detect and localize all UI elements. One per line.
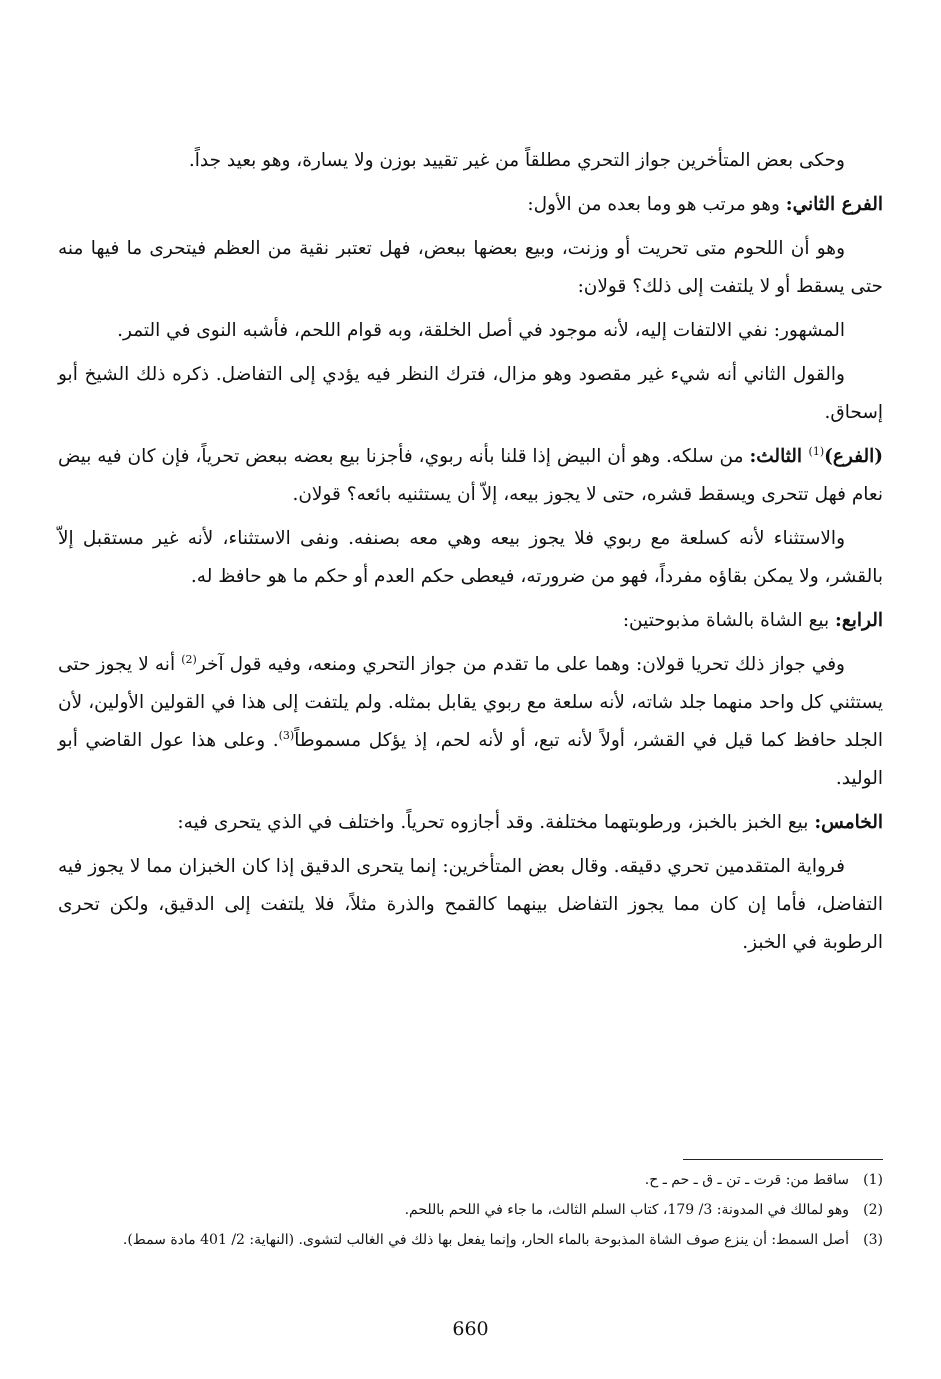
footnote-item xyxy=(58,1198,883,1222)
footnotes xyxy=(58,1168,883,1258)
paragraph-text: بيع الشاة بالشاة مذبوحتين: xyxy=(622,610,836,631)
footnote-number: (3) xyxy=(863,1232,883,1248)
paragraph-text: بيع الخبز بالخبز، ورطوبتهما مختلفة. وقد أجازوه تحرياً. واختلف في الذي يتحرى فيه: xyxy=(177,812,815,833)
paragraph-8 xyxy=(58,602,883,640)
paragraph-2 xyxy=(58,186,883,224)
paragraph-5 xyxy=(58,356,883,432)
footnote-ref[interactable]: (1) xyxy=(808,444,825,458)
section-heading: الفرع الثاني: xyxy=(785,194,883,215)
footnote-divider xyxy=(683,1159,883,1160)
paragraph-11 xyxy=(58,848,883,962)
paragraph-text: من سلكه. وهو أن البيض إذا قلنا بأنه ربوي، فأجزنا بيع بعضه ببعض تحرياً، فإن كان فيه بيض نعام فهل تتحرى ويسقط قشره، حتى لا يجوز بيعه، إلاّ أن يستثنيه بائعه؟ قولان. xyxy=(57,446,883,505)
footnote-text: ساقط من: قرت ـ تن ـ ق ـ حم ـ ح. xyxy=(644,1172,849,1188)
section-heading: (الفرع) xyxy=(824,446,883,467)
paragraph-6 xyxy=(58,438,883,514)
footnote-ref[interactable]: (2) xyxy=(181,652,197,666)
section-heading-continued: الثالث: xyxy=(749,446,809,467)
paragraph-text: وهو أن اللحوم متى تحريت أو وزنت، وبيع بعضها ببعض، فهل تعتبر نقية من العظم فيتحرى ما فيها منه حتى يسقط أو لا يلتفت إلى ذلك؟ قولان: xyxy=(58,238,883,297)
paragraph-text: وحكى بعض المتأخرين جواز التحري مطلقاً من غير تقييد بوزن ولا يسارة، وهو بعيد جداً. xyxy=(188,150,845,171)
paragraph-7 xyxy=(58,520,883,596)
paragraph-text: وفي جواز ذلك تحريا قولان: وهما على ما تقدم من جواز التحري ومنعه، وفيه قول آخر xyxy=(196,654,845,675)
paragraph-text: المشهور: نفي الالتفات إليه، لأنه موجود في أصل الخلقة، وبه قوام اللحم، فأشبه النوى في التمر. xyxy=(117,320,845,341)
footnote-item xyxy=(58,1228,883,1252)
paragraph-10 xyxy=(58,804,883,842)
paragraph-1 xyxy=(58,142,883,180)
paragraph-text: وهو مرتب هو وما بعده من الأول: xyxy=(527,194,786,215)
paragraph-9 xyxy=(58,646,883,798)
paragraph-text: أنه لا يجوز حتى يستثني كل واحد منهما جلد شاته، لأنه سلعة مع ربوي يقابل بمثله. ولم يلتفت إلى هذا في القولين الأولين، لأن الجلد حافظ كما قيل في القشر، أولاً لأنه تبع، أو لأنه لحم، إذ يؤكل مسموطاً xyxy=(58,654,883,751)
footnote-number: (1) xyxy=(863,1172,883,1188)
section-heading: الخامس: xyxy=(814,812,883,833)
paragraph-4 xyxy=(58,312,883,350)
paragraph-text: والقول الثاني أنه شيء غير مقصود وهو مزال، فترك النظر فيه يؤدي إلى التفاضل. ذكره ذلك الشيخ أبو إسحاق. xyxy=(58,364,883,423)
page-number: 660 xyxy=(452,1318,489,1340)
footnote-text: أصل السمط: أن ينزع صوف الشاة المذبوحة بالماء الحار، وإنما يفعل بها ذلك في الغالب لتشوى. (النهاية: 2/ 401 مادة سمط). xyxy=(122,1232,849,1248)
footnote-ref[interactable]: (3) xyxy=(278,728,295,742)
footnote-text: وهو لمالك في المدونة: 3/ 179، كتاب السلم الثالث، ما جاء في اللحم باللحم. xyxy=(404,1202,849,1218)
paragraph-text: فرواية المتقدمين تحري دقيقه. وقال بعض المتأخرين: إنما يتحرى الدقيق إذا كان الخبزان مما لا يجوز فيه التفاضل، فأما إن كان مما يجوز التفاضل بينهما كالقمح والذرة مثلاً، فلا يلتفت إلى الدقيق، ولكن تحرى الرطوبة في الخبز. xyxy=(58,856,883,953)
footnote-item xyxy=(58,1168,883,1192)
paragraph-text: . وعلى هذا عول القاضي أبو الوليد. xyxy=(58,730,883,789)
section-heading: الرابع: xyxy=(835,610,883,631)
main-text xyxy=(58,142,883,968)
footnote-number: (2) xyxy=(863,1202,883,1218)
paragraph-text: والاستثناء لأنه كسلعة مع ربوي فلا يجوز بيعه وهي معه بصنفه. ونفى الاستثناء، لأنه غير مستقبل إلاّ بالقشر، ولا يمكن بقاؤه مفرداً، فهو من ضرورته، فيعطى حكم العدم أو حكم ما هو حافظ له. xyxy=(58,528,883,587)
paragraph-3 xyxy=(58,230,883,306)
